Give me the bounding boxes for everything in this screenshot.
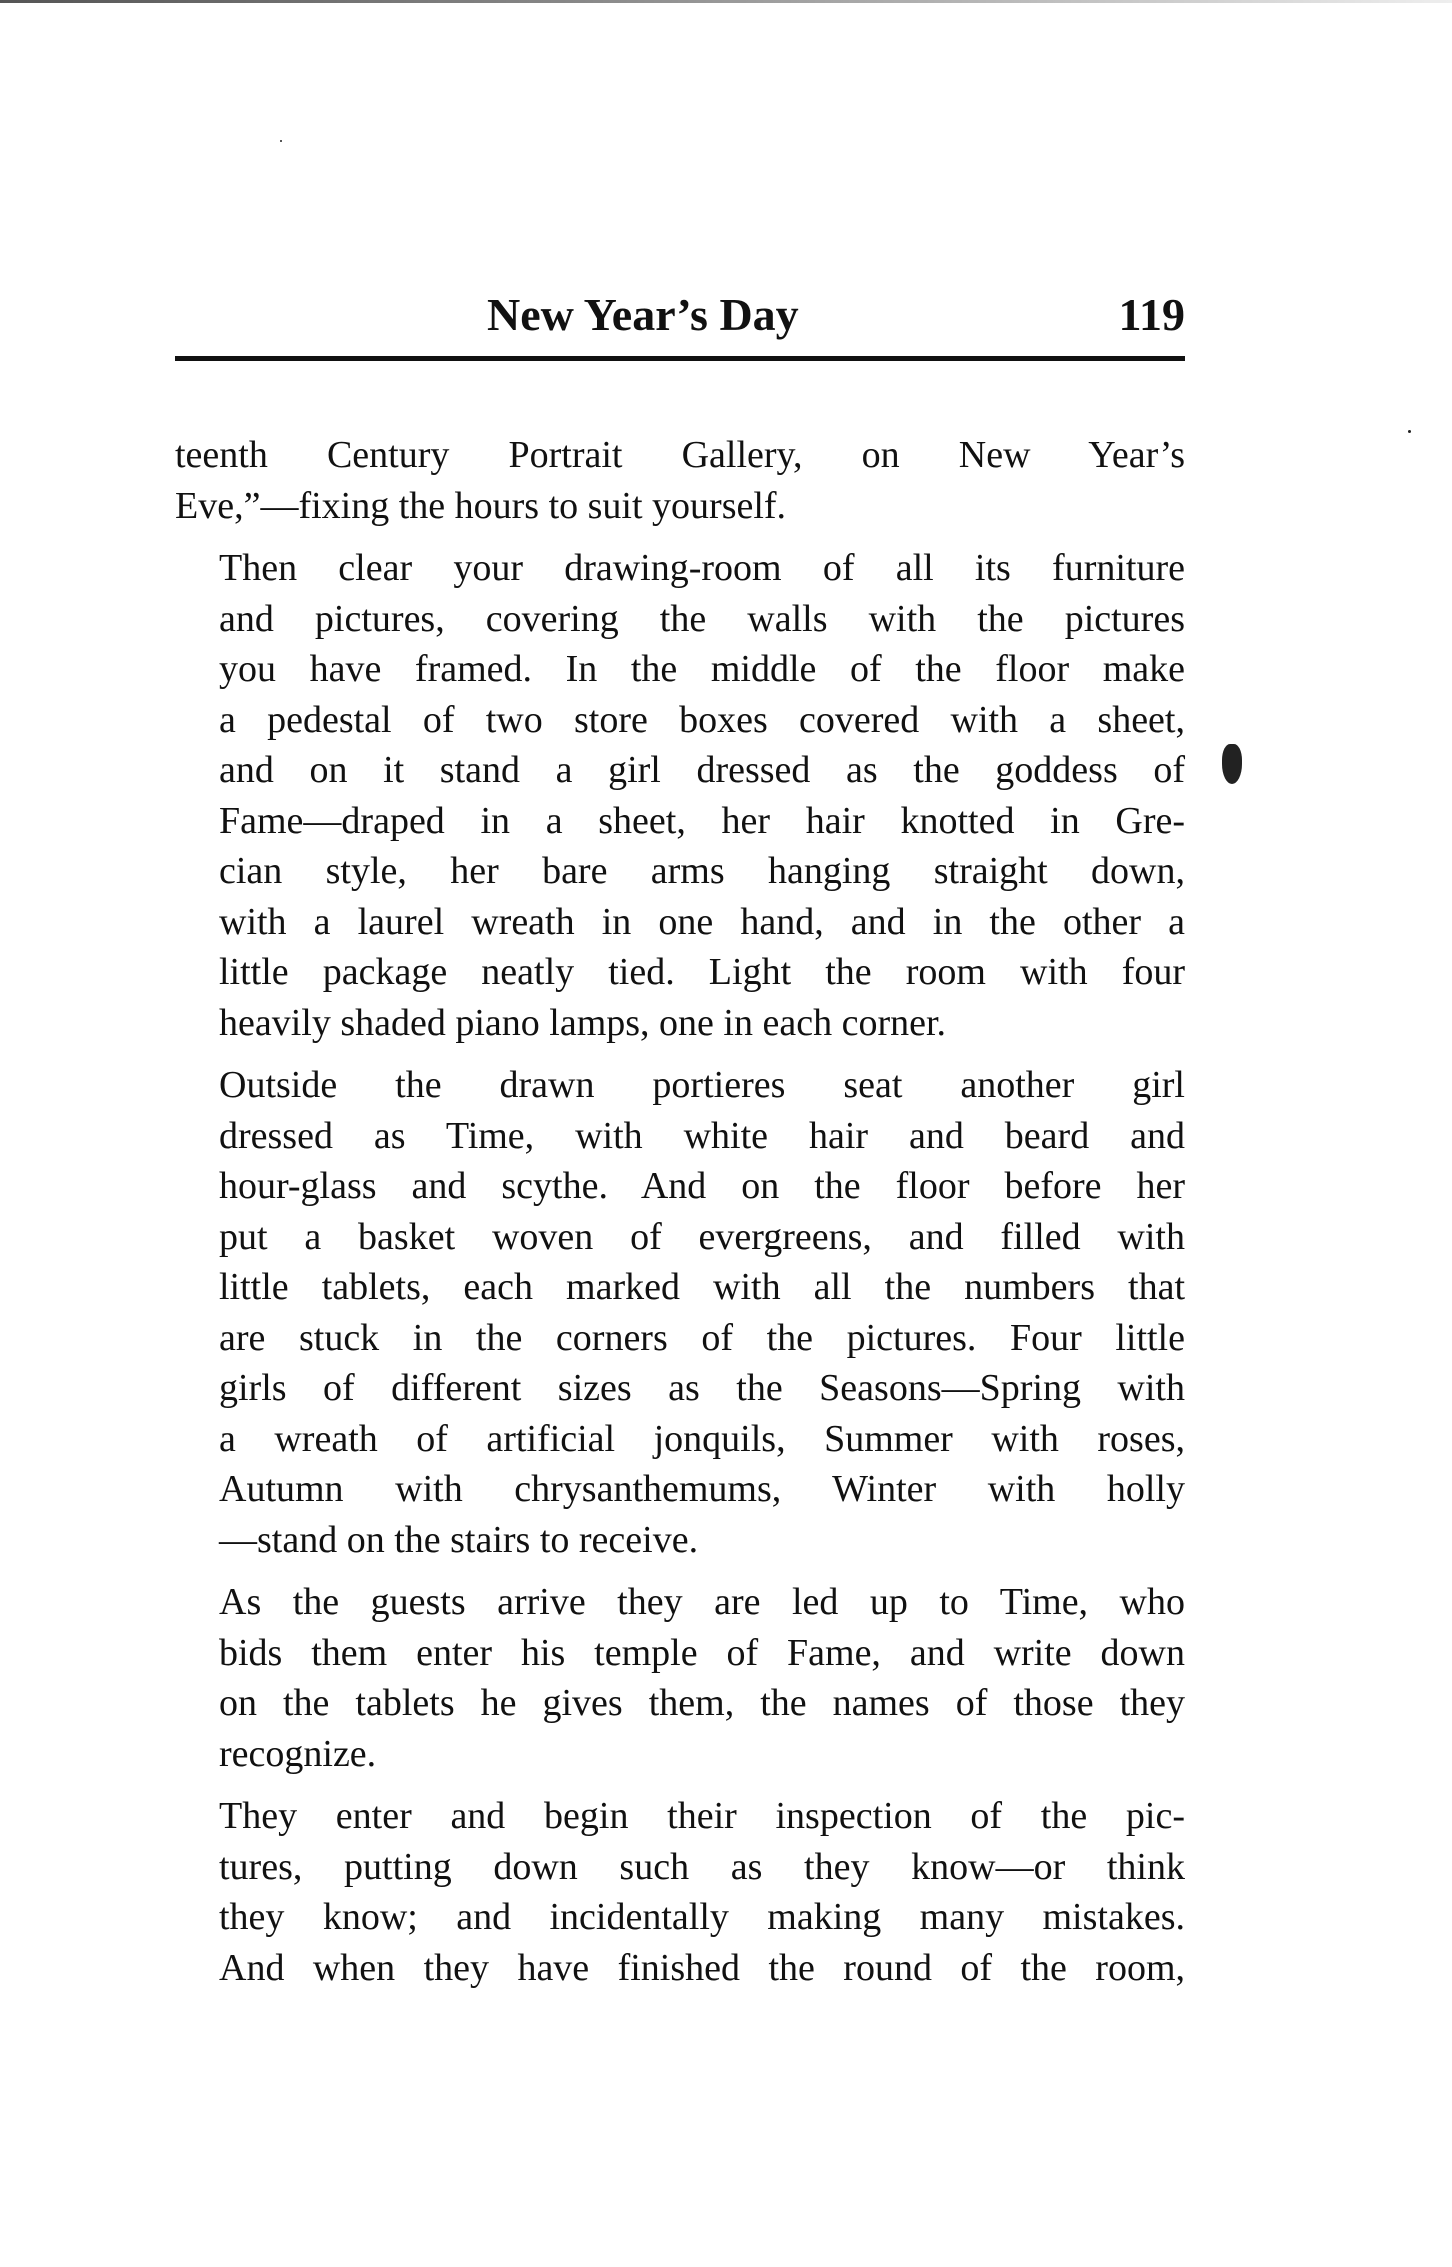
- text-line: and pictures, covering the walls with the pictures: [219, 597, 1185, 640]
- text-line: —stand on the stairs to receive.: [219, 1518, 699, 1561]
- text-line: dressed as Time, with white hair and beard and: [219, 1114, 1185, 1157]
- page-number: 119: [1118, 289, 1185, 340]
- paragraph-1: [175, 430, 1185, 531]
- paragraph-2: [175, 543, 1185, 1048]
- text-line: Autumn with chrysanthemums, Winter with holly: [219, 1468, 1185, 1510]
- text-line: a pedestal of two store boxes covered with a sheet,: [219, 698, 1185, 741]
- text-line: little package neatly tied. Light the room with four: [219, 951, 1185, 993]
- text-line: Fame—draped in a sheet, her hair knotted in Gre-: [219, 799, 1185, 842]
- running-title: New Year’s Day: [487, 289, 799, 340]
- text-line: And when they have finished the round of the room,: [219, 1946, 1185, 1989]
- paragraph-3: [175, 1060, 1185, 1565]
- ink-speck: [280, 140, 282, 142]
- text-line: they know; and incidentally making many mistakes.: [219, 1896, 1185, 1938]
- text-line: Outside the drawn portieres seat another girl: [219, 1064, 1185, 1106]
- page-top-edge: [0, 0, 1452, 3]
- body-text: [175, 430, 1185, 2005]
- text-line: They enter and begin their inspection of the pic-: [219, 1795, 1185, 1837]
- text-line: little tablets, each marked with all the numbers that: [219, 1266, 1185, 1308]
- text-line: Eve,”—fixing the hours to suit yourself.: [175, 484, 787, 527]
- text-line: cian style, her bare arms hanging straight down,: [219, 850, 1185, 892]
- paragraph-4: [175, 1577, 1185, 1779]
- text-line: Then clear your drawing-room of all its furniture: [219, 547, 1185, 589]
- text-line: tures, putting down such as they know—or think: [219, 1845, 1185, 1888]
- text-line: you have framed. In the middle of the floor make: [219, 648, 1185, 690]
- ink-speck: [1408, 430, 1411, 433]
- text-line: and on it stand a girl dressed as the goddess of: [219, 749, 1185, 791]
- text-line: with a laurel wreath in one hand, and in the other a: [219, 900, 1185, 943]
- text-line: put a basket woven of evergreens, and filled with: [219, 1215, 1185, 1258]
- text-line: heavily shaded piano lamps, one in each corner.: [219, 1001, 947, 1044]
- text-line: a wreath of artificial jonquils, Summer with roses,: [219, 1417, 1185, 1460]
- text-line: on the tablets he gives them, the names of those they: [219, 1682, 1185, 1724]
- page-header: [175, 280, 1185, 350]
- header-rule: [175, 356, 1185, 361]
- paragraph-5: [175, 1791, 1185, 1993]
- text-line: recognize.: [219, 1732, 377, 1775]
- text-line: As the guests arrive they are led up to Time, who: [219, 1581, 1185, 1623]
- text-line: girls of different sizes as the Seasons—Spring with: [219, 1367, 1185, 1409]
- text-line: bids them enter his temple of Fame, and write down: [219, 1631, 1185, 1674]
- text-line: hour-glass and scythe. And on the floor before her: [219, 1165, 1185, 1207]
- text-line: teenth Century Portrait Gallery, on New Year’s: [175, 434, 1185, 476]
- ink-blot: [1222, 744, 1242, 784]
- text-line: are stuck in the corners of the pictures. Four little: [219, 1316, 1185, 1359]
